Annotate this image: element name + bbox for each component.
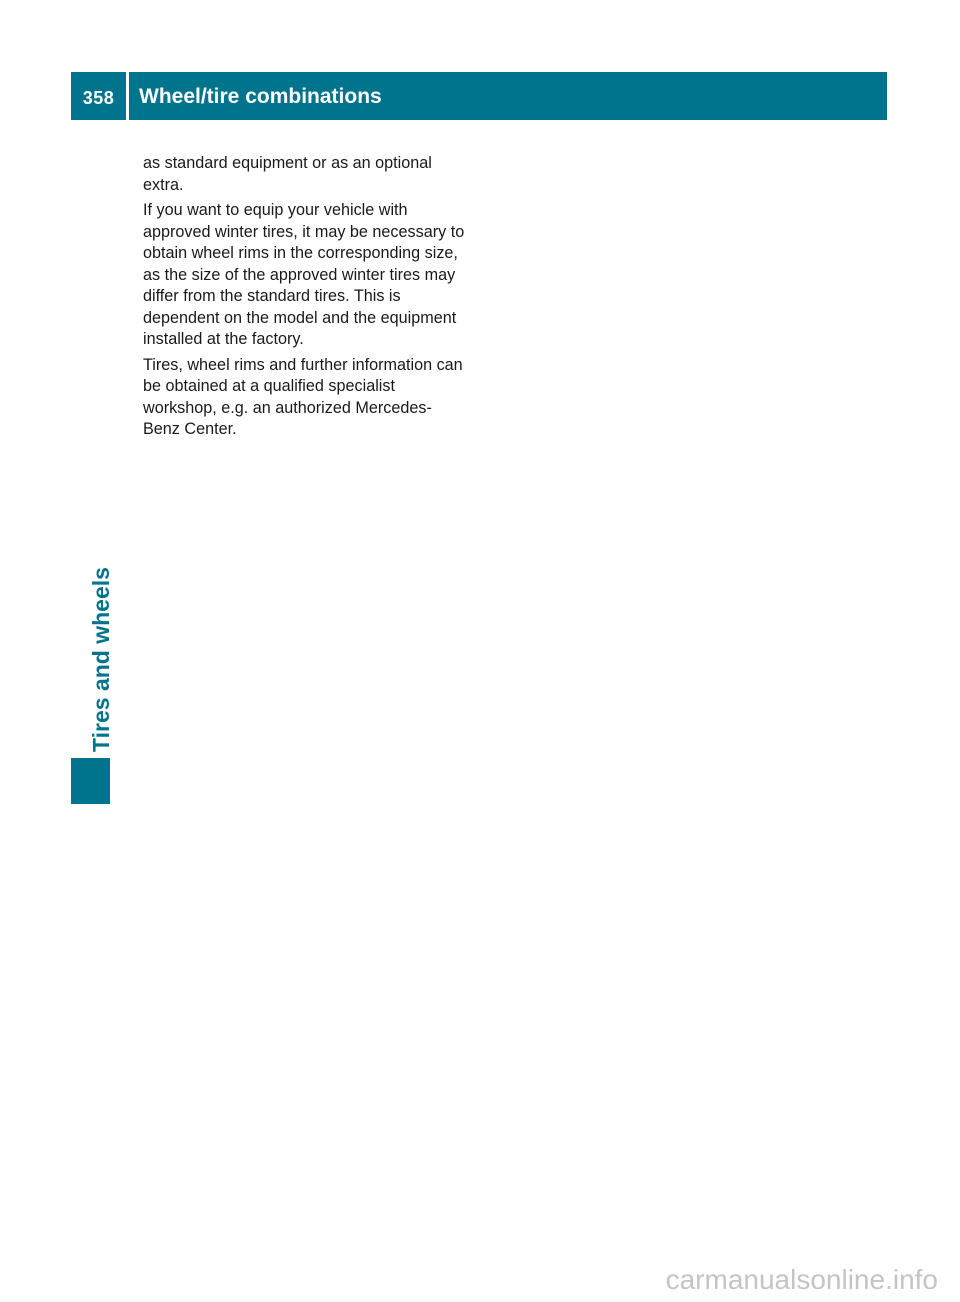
side-tab-marker: [71, 758, 110, 804]
header-divider: [126, 72, 129, 120]
body-text: [143, 153, 465, 445]
paragraph-3: Tires, wheel rims and further information can be obtained at a qualified specialist workshop, e.g. an authorized Mercedes-Benz Center.: [143, 355, 463, 438]
section-title: Wheel/tire combinations: [139, 85, 382, 108]
paragraph-1: as standard equipment or as an optional extra.: [143, 154, 432, 194]
side-tab-label: Tires and wheels: [88, 567, 114, 752]
header-bar: [71, 72, 887, 120]
watermark: carmanualsonline.info: [665, 1264, 938, 1295]
paragraph-2: If you want to equip your vehicle with approved winter tires, it may be necessary to obtain wheel rims in the corresponding size, as the size of the approved winter tires may differ from the standard tires. This is dependent on the model and the equipment installed at the factory.: [143, 201, 465, 348]
page-number: 358: [82, 88, 115, 108]
